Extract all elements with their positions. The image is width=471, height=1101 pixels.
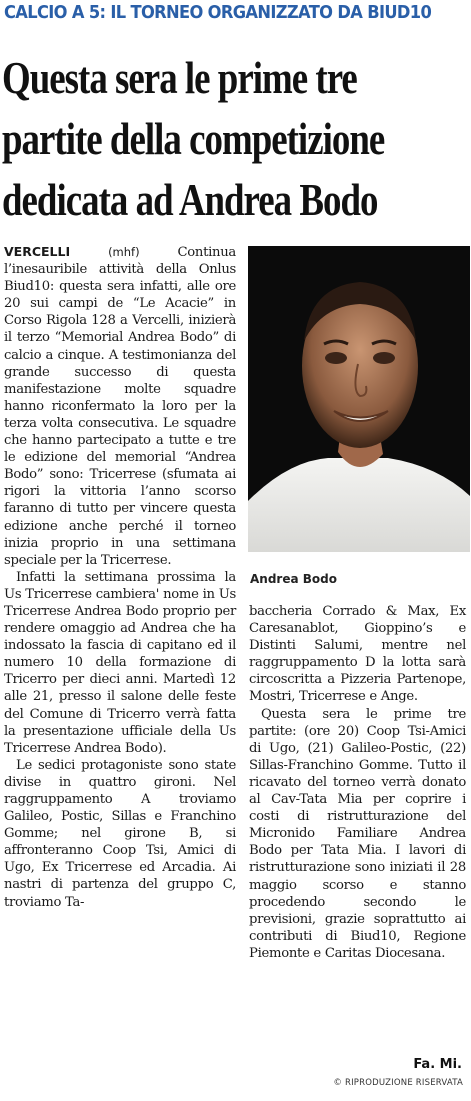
portrait-illustration (248, 246, 470, 552)
article-paragraph-4: Questa sera le prime tre partite: (ore 20) Coop Tsi-Amici di Ugo, (21) Galileo-Postic, (22) Sillas-Franchino Gomme. Tutto il ricavato del torneo verrà donato al Cav-Tata Mia per coprire i costi di ristrutturazione del Micronido Familiare Andrea Bodo per Tata Mia. I lavori di ristrutturazione sono iniziati il 28 maggio scorso e stanno procedendo secondo le previsioni, grazie soprattutto ai contributi di Biud10, Regione Piemonte e Caritas Diocesana. (249, 706, 466, 961)
paragraph-1-text: Continua l’inesauribile attività della Onlus Biud10: questa sera infatti, alle ore 20 sui campi de “Le Acacie” in Corso Rigola 128 a Vercelli, inizierà il terzo “Memorial Andrea Bodo” di calcio a cinque. A testimonianza del grande successo di questa manifestazione molte squadre hanno riconfermato la loro per la terza volta consecutiva. Le squadre che hanno partecipato a tutte e tre le edizione del memorial “Andrea Bodo” sono: Tricerrese (sfumata ai rigori la vittoria l’anno scorso faranno di tutto per vincere questa edizione anche perché il torneo inizia proprio in una settimana speciale per la Tricerrese. (4, 245, 236, 568)
section-kicker: CALCIO A 5: IL TORNEO ORGANIZZATO DA BIUD10 (4, 3, 432, 23)
author-signature: Fa. Mi. (413, 1057, 462, 1072)
article-paragraph-1 (4, 243, 236, 569)
headline-line-1: Questa sera le prime tre (2, 53, 357, 103)
article-paragraph-2: Infatti la settimana prossima la Us Tricerrese cambiera' nome in Us Tricerrese Andrea Bodo proprio per rendere omaggio ad Andrea che ha indossato la fascia di capitano ed il numero 10 della formazione di Tricerro per dieci anni. Martedì 12 alle 21, presso il salone delle feste del Comune di Tricerro verrà fatta la presentazione ufficiale della Us Tricerrese Andrea Bodo). (4, 569, 236, 756)
photo-caption: Andrea Bodo (250, 572, 337, 586)
author-code: (mhf) (108, 245, 140, 259)
dateline: VERCELLI (4, 244, 71, 259)
article-column-1 (4, 243, 236, 911)
copyright-notice: © RIPRODUZIONE RISERVATA (333, 1078, 463, 1088)
article-column-2 (249, 603, 466, 962)
article-paragraph-3-continued: baccheria Corrado & Max, Ex Caresanablot, Gioppino’s e Distinti Salumi, mentre nel raggruppamento D la lotta sarà circoscritta a Pizzeria Partenope, Mostri, Tricerrese e Ange. (249, 604, 466, 705)
headline-line-3: dedicata ad Andrea Bodo (2, 175, 378, 225)
headline-line-2: partite della competizione (2, 114, 385, 164)
article-headline (2, 48, 469, 231)
portrait-photo (248, 246, 470, 552)
article-paragraph-3: Le sedici protagoniste sono state divise in quattro gironi. Nel raggruppamento A troviamo Galileo, Postic, Sillas e Franchino Gomme; nel girone B, si affronteranno Coop Tsi, Amici di Ugo, Ex Tricerrese ed Arcadia. Ai nastri di partenza del gruppo C, troviamo Ta- (4, 757, 236, 910)
